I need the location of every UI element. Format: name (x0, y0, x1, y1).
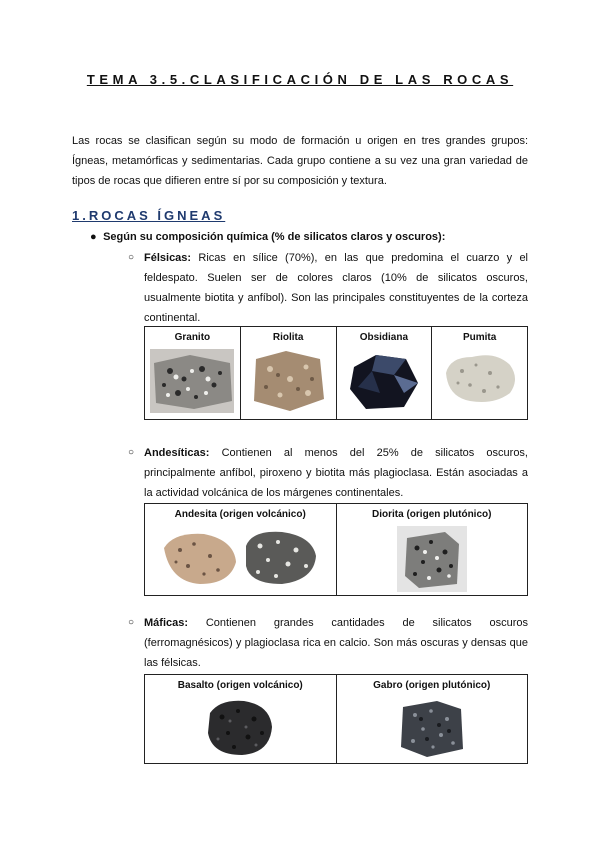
rock-label: Basalto (origen volcánico) (177, 680, 303, 691)
maficas-table (144, 674, 528, 764)
rock-label: Gabro (origen plutónico) (373, 680, 491, 691)
andesiticas-item (128, 443, 528, 503)
rock-label: Obsidiana (359, 332, 409, 343)
rock-label: Riolita (272, 332, 304, 343)
rock-label: Granito (174, 332, 211, 343)
pumita-image (440, 349, 520, 407)
section-heading-igneas: 1.ROCAS ÍGNEAS (72, 208, 226, 223)
rock-cell (240, 327, 336, 420)
circle-bullet-icon: ○ (128, 252, 135, 263)
bullet-composicion (90, 231, 445, 243)
bullet-dot-icon: ● (90, 231, 97, 243)
rock-cell (336, 327, 432, 420)
circle-bullet-icon: ○ (128, 617, 135, 628)
rock-label: Diorita (origen plutónico) (372, 509, 492, 520)
diorita-image (397, 526, 467, 592)
bullet-text: Según su composición química (% de silicatos claros y oscuros): (103, 231, 446, 243)
obsidiana-image (346, 349, 422, 413)
gabro-image (397, 697, 467, 759)
maficas-item (128, 613, 528, 673)
riolita-image (250, 349, 326, 413)
felsicas-item (128, 248, 528, 328)
rock-label: Andesita (origen volcánico) (174, 509, 306, 520)
rock-cell (145, 504, 337, 596)
rock-label: Pumita (462, 332, 497, 343)
maficas-text: Contienen grandes cantidades de silicatos oscuros (ferromagnésicos) y plagioclasa rica en calcio. Son más oscuras y densas que las félsicas. (144, 617, 528, 669)
andesiticas-text: Contienen al menos del 25% de silicatos oscuros, principalmente anfíbol, piroxeno y biotita más plagioclasa. Están asociadas a la actividad volcánica de los márgenes continentales. (144, 447, 528, 499)
felsicas-table (144, 326, 528, 420)
basalto-image (204, 697, 276, 759)
maficas-term: Máficas: (144, 617, 189, 629)
andesiticas-table (144, 503, 528, 596)
granito-image (150, 349, 234, 413)
felsicas-text: Ricas en sílice (70%), en las que predomina el cuarzo y el feldespato. Suelen ser de colores claros (10% de silicatos oscuros, usualmente biotita y anfíbol). Son las principales constituyentes de la corteza continental. (144, 252, 528, 324)
intro-paragraph: Las rocas se clasifican según su modo de formación u origen en tres grandes grupos: Ígneas, metamórficas y sedimentarias. Cada grupo contiene a su vez una gran variedad de tipos de rocas que difieren entre sí por su composición y textura. (72, 135, 528, 187)
felsicas-term: Félsicas: (144, 252, 192, 264)
rock-cell (145, 327, 241, 420)
circle-bullet-icon: ○ (128, 447, 135, 458)
rock-cell (432, 327, 528, 420)
andesita-image (160, 526, 320, 588)
andesiticas-term: Andesíticas: (144, 447, 210, 459)
rock-cell (336, 675, 528, 764)
rock-cell (145, 675, 337, 764)
rock-cell (336, 504, 528, 596)
page-title: TEMA 3.5.CLASIFICACIÓN DE LAS ROCAS (86, 72, 514, 87)
